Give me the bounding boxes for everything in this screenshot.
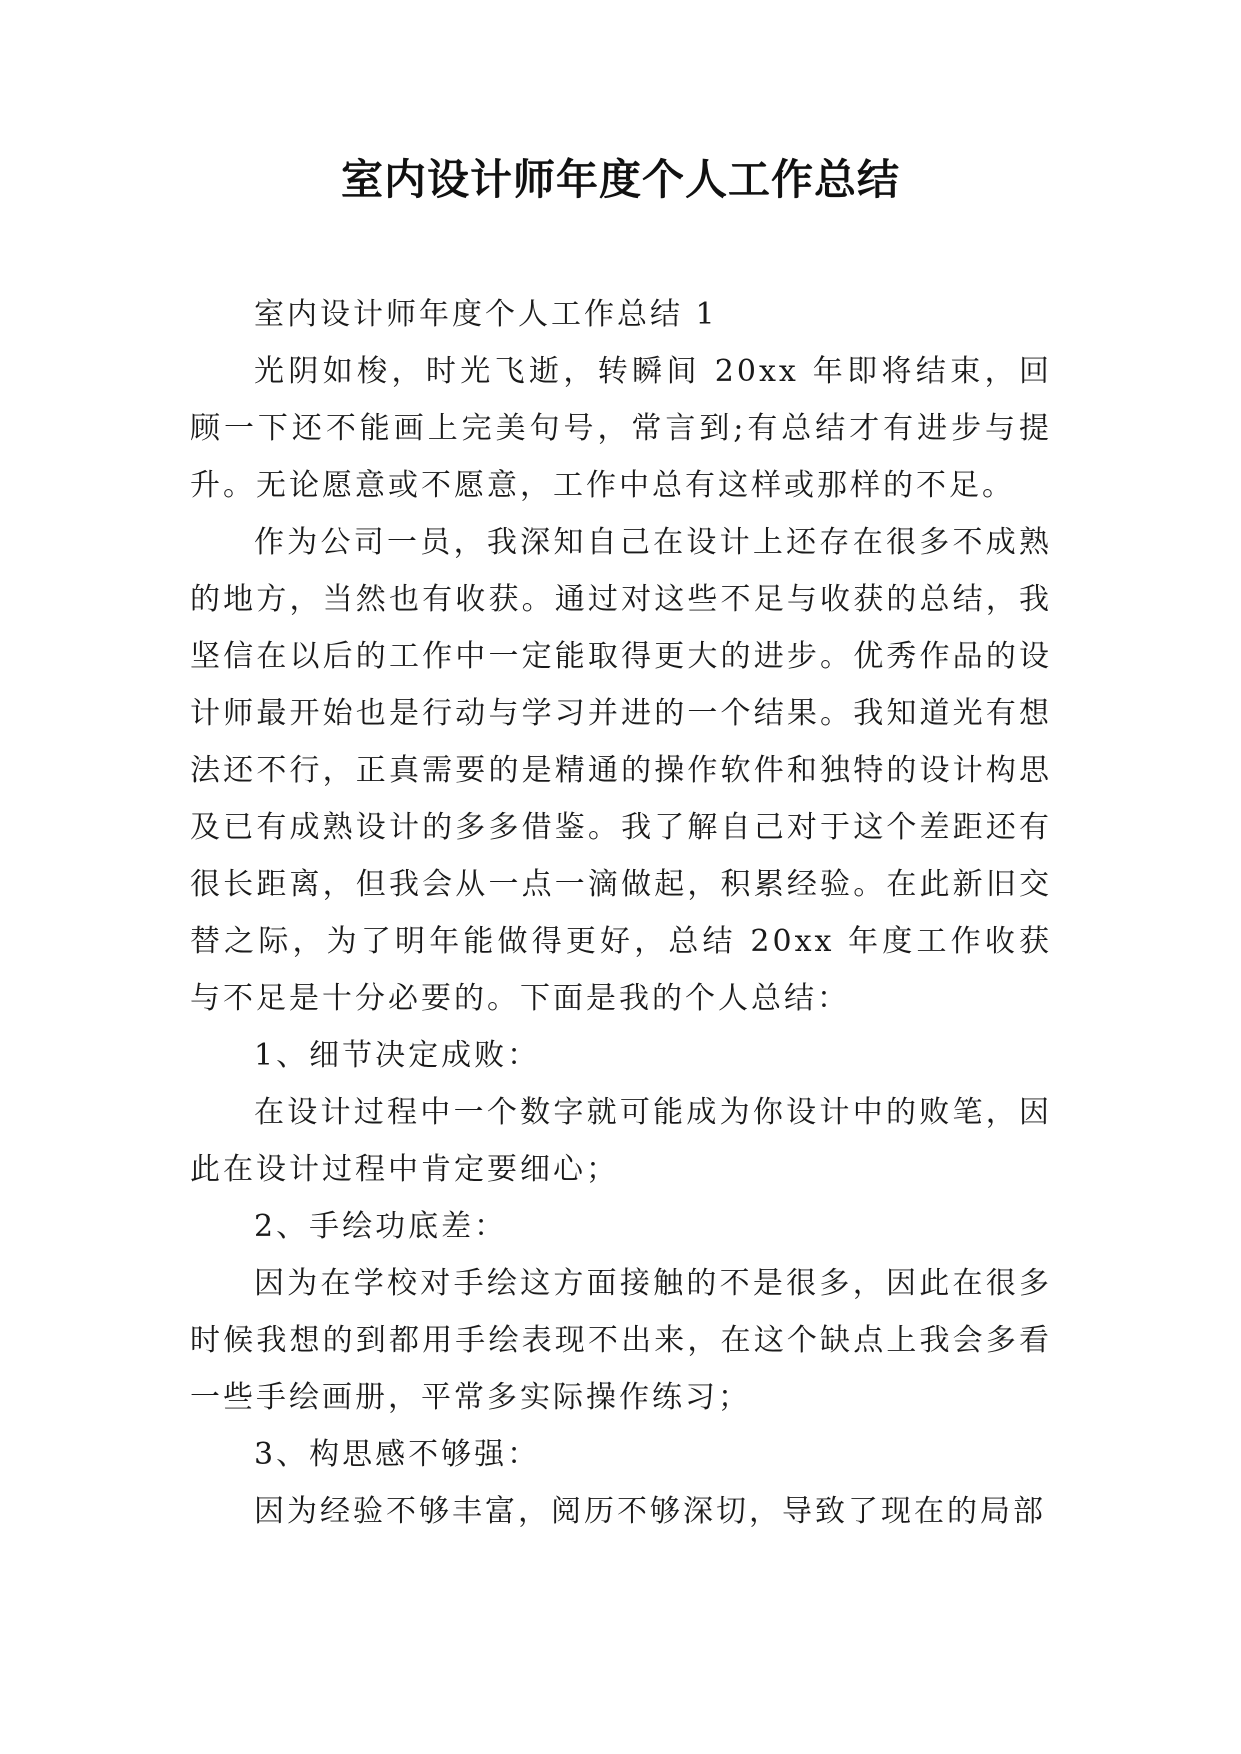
document-body — [190, 286, 1052, 1540]
list-item-heading: 1、细节决定成败： — [254, 1038, 541, 1073]
list-item-heading: 3、构思感不够强： — [254, 1437, 541, 1472]
list-item-heading: 2、手绘功底差： — [254, 1209, 508, 1244]
paragraph: 因为在学校对手绘这方面接触的不是很多，因此在很多时候我想的到都用手绘表现不出来，在这个缺点上我会多看一些手绘画册，平常多实际操作练习； — [190, 1266, 1052, 1415]
paragraph: 在设计过程中一个数字就可能成为你设计中的败笔，因此在设计过程中肯定要细心； — [190, 1095, 1052, 1187]
paragraph: 因为经验不够丰富，阅历不够深切，导致了现在的局部 — [254, 1494, 1046, 1529]
paragraph-intro: 光阴如梭，时光飞逝，转瞬间 20xx 年即将结束，回顾一下还不能画上完美句号，常言到;有总结才有进步与提升。无论愿意或不愿意，工作中总有这样或那样的不足。 — [190, 354, 1052, 503]
section-heading: 室内设计师年度个人工作总结 1 — [254, 297, 718, 332]
paragraph-reflection: 作为公司一员，我深知自己在设计上还存在很多不成熟的地方，当然也有收获。通过对这些不足与收获的总结，我坚信在以后的工作中一定能取得更大的进步。优秀作品的设计师最开始也是行动与学习并进的一个结果。我知道光有想法还不行，正真需要的是精通的操作软件和独特的设计构思及已有成熟设计的多多借鉴。我了解自己对于这个差距还有很长距离，但我会从一点一滴做起，积累经验。在此新旧交替之际，为了明年能做得更好，总结 20xx 年度工作收获与不足是十分必要的。下面是我的个人总结： — [190, 525, 1052, 1016]
document-title: 室内设计师年度个人工作总结 — [340, 155, 900, 204]
